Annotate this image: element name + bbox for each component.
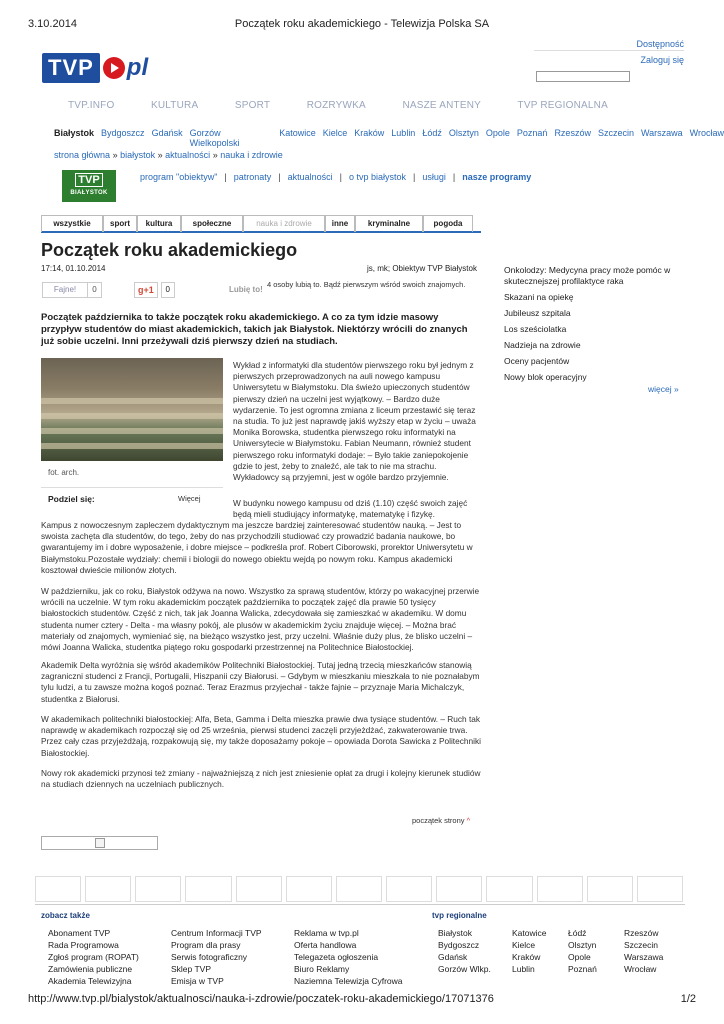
back-to-top-link[interactable]: [412, 816, 470, 825]
logo-text: TVP: [42, 53, 100, 83]
station-logo-city: BIAŁYSTOK: [70, 190, 108, 196]
related-article-link[interactable]: Onkolodzy: Medycyna pracy może pomóc w skutecznejszej profilaktyce raka: [504, 265, 671, 286]
back-to-top-label: początek strony: [412, 816, 465, 825]
station-separator: |: [339, 172, 343, 182]
footer-link[interactable]: Rada Programowa: [48, 940, 119, 950]
region-item[interactable]: Bydgoszcz: [101, 128, 145, 138]
footer-link[interactable]: Łódź: [568, 928, 587, 938]
footer-link[interactable]: Telegazeta ogłoszenia: [294, 952, 379, 962]
login-link[interactable]: Zaloguj się: [640, 55, 684, 65]
footer-link[interactable]: Zgłoś program (ROPAT): [48, 952, 139, 962]
nav-rozrywka[interactable]: ROZRYWKA: [306, 100, 366, 111]
regional-heading: tvp regionalne: [432, 911, 487, 920]
print-page-number: 1/2: [680, 993, 696, 1005]
footer-column: [512, 927, 547, 975]
breadcrumb-separator: »: [112, 150, 118, 160]
accessibility-link[interactable]: Dostępność: [636, 39, 684, 49]
region-item[interactable]: Lublin: [391, 128, 416, 138]
article-photo: [41, 358, 223, 461]
partner-slot[interactable]: [486, 876, 532, 902]
play-icon: [103, 57, 125, 79]
breadcrumb-item[interactable]: aktualności: [165, 150, 211, 160]
article-paragraph: Akademik Delta wyróżnia się wśród akademików Politechniki Białostockiej. Tutaj jedną trzecią mieszkańców stanowią zagraniczni studenci z Francji, Portugalii, Hiszpanii czy Białorusi. – Gdybym w mieszkaniu mieszkała to nie poznałabym tylu ludzi, a tu zawsze można kogoś poznać. Teraz Erazmus przyjechał - także fajnie – przyznaje Maria Michalczyk, studentka z Białorusi.: [41, 660, 480, 704]
station-separator: |: [452, 172, 456, 182]
footer-link[interactable]: Emisja w TVP: [171, 976, 224, 986]
like-button[interactable]: Lubię to!: [229, 285, 263, 294]
footer-link[interactable]: Kraków: [512, 952, 541, 962]
station-separator: |: [278, 172, 281, 182]
related-articles: [504, 265, 684, 388]
footer-link[interactable]: Kielce: [512, 940, 536, 950]
footer-column: [171, 927, 262, 987]
nav-sport[interactable]: SPORT: [234, 100, 271, 111]
breadcrumb-separator: »: [157, 150, 163, 160]
region-item[interactable]: Gdańsk: [151, 128, 183, 138]
partner-slot[interactable]: [436, 876, 482, 902]
tab-inne[interactable]: inne: [325, 215, 355, 232]
regions-nav: [54, 128, 724, 148]
region-item[interactable]: Warszawa: [640, 128, 683, 138]
station-link[interactable]: o tvp białystok: [349, 172, 407, 182]
station-nav: [140, 172, 531, 182]
article-authors: js, mk; Obiektyw TVP Białystok: [367, 264, 477, 273]
sidebar-more-link[interactable]: więcej »: [648, 384, 679, 394]
partner-slot[interactable]: [35, 876, 81, 902]
partner-slot[interactable]: [85, 876, 131, 902]
region-item[interactable]: Opole: [485, 128, 510, 138]
footer-column: [48, 927, 139, 987]
partner-slot[interactable]: [336, 876, 382, 902]
partner-slot[interactable]: [185, 876, 231, 902]
footer-link[interactable]: Białystok: [438, 928, 473, 938]
footer-link[interactable]: Poznań: [568, 964, 597, 974]
breadcrumb-item[interactable]: nauka i zdrowie: [220, 150, 283, 160]
gplus-share: [134, 282, 175, 298]
facebook-like-button[interactable]: [42, 282, 102, 298]
breadcrumb-item[interactable]: strona główna: [54, 150, 111, 160]
region-item[interactable]: Olsztyn: [448, 128, 479, 138]
station-link[interactable]: nasze programy: [462, 172, 532, 182]
station-logo-tvp: TVP: [75, 173, 102, 187]
footer-link[interactable]: Program dla prasy: [171, 940, 241, 950]
nav-tvp-info[interactable]: TVP.INFO: [68, 100, 115, 111]
article-title: Początek roku akademickiego: [41, 240, 298, 260]
tab-nauka-i-zdrowie[interactable]: nauka i zdrowie: [243, 215, 325, 232]
footer-link[interactable]: Zamówienia publiczne: [48, 964, 133, 974]
facebook-like-label: Fajne!: [53, 285, 77, 294]
footer-link[interactable]: Gorzów Wlkp.: [438, 964, 491, 974]
footer-link[interactable]: Serwis fotograficzny: [171, 952, 248, 962]
like-social-text: 4 osoby lubią to. Bądź pierwszym wśród swoich znajomych.: [267, 280, 466, 289]
region-item[interactable]: Gorzów Wielkopolski: [189, 128, 240, 148]
tab-kryminalne[interactable]: kryminalne: [355, 215, 423, 232]
gplus-button[interactable]: g+1: [134, 282, 158, 298]
tab-spoleczne[interactable]: społeczne: [181, 215, 243, 232]
station-separator: |: [224, 172, 227, 182]
station-link[interactable]: program "obiektyw": [140, 172, 218, 182]
footer-link[interactable]: Bydgoszcz: [438, 940, 480, 950]
footer-link[interactable]: Rzeszów: [624, 928, 659, 938]
main-nav: [68, 100, 608, 111]
footer-link[interactable]: Oferta handlowa: [294, 940, 357, 950]
broken-image-icon: [95, 838, 105, 848]
region-item[interactable]: Białystok: [54, 128, 95, 138]
logo-suffix: pl: [126, 54, 149, 81]
footer-link[interactable]: Wrocław: [624, 964, 657, 974]
arrow-up-icon: ^: [466, 816, 471, 825]
footer-link[interactable]: Sklep TVP: [171, 964, 212, 974]
banner-image[interactable]: [41, 836, 158, 850]
region-item[interactable]: Kraków: [354, 128, 385, 138]
related-article-link[interactable]: Nowy blok operacyjny: [504, 372, 587, 382]
region-item[interactable]: Kielce: [322, 128, 348, 138]
tvp-logo[interactable]: [42, 52, 148, 84]
footer-link[interactable]: Katowice: [512, 928, 547, 938]
region-item[interactable]: Poznań: [516, 128, 548, 138]
share-label: Podziel się:: [48, 494, 95, 504]
footer-link[interactable]: Warszawa: [624, 952, 664, 962]
footer-link[interactable]: Opole: [568, 952, 591, 962]
partner-slot[interactable]: [236, 876, 282, 902]
tab-kultura[interactable]: kultura: [137, 215, 181, 232]
print-date: 3.10.2014: [28, 18, 77, 30]
divider: [534, 50, 684, 51]
partner-logos: [35, 876, 683, 902]
footer-link[interactable]: Biuro Reklamy: [294, 964, 350, 974]
partner-slot[interactable]: [587, 876, 633, 902]
region-item[interactable]: Szczecin: [597, 128, 634, 138]
footer-link[interactable]: Szczecin: [624, 940, 659, 950]
partner-slot[interactable]: [637, 876, 683, 902]
region-item[interactable]: Łódź: [422, 128, 442, 138]
footer-column: [294, 927, 403, 987]
related-article-link[interactable]: Nadzieja na zdrowie: [504, 340, 581, 350]
footer-link[interactable]: Reklama w tvp.pl: [294, 928, 359, 938]
article-paragraph: Wykład z informatyki dla studentów pierwszego roku był jednym z pierwszych przeprowadzonych na auli nowego kampusu Uniwersytetu w Białymstoku. Dla świeżo upieczonych studentów pierwszy dzień na uczelni jest wyjątkowy. – Bardzo duże wydarzenie. To jest ogromna zmiana z liceum przestawić się teraz na studia. To już jest naprawdę jakiś wyższy etap w życiu – uważa Monika Borowska, studentka pierwszego roku informatyki na Uniwersytecie w Białymstoku. Fabian Neumann, również student pierwszego roku informatyki dodaje: – Było takie zaniepokojenie gdzie to jest, żeby to znaleźć, ale tak to nie ma strachu. Wykładowcy są przyjemni, jest w ogóle bardzo przyjemnie.: [233, 360, 476, 483]
print-title: Początek roku akademickiego - Telewizja Polska SA: [234, 18, 490, 30]
photo-caption: fot. arch.: [48, 468, 80, 477]
footer-column: [438, 927, 491, 975]
tab-pogoda[interactable]: pogoda: [423, 215, 473, 232]
station-logo[interactable]: [62, 170, 116, 202]
footer-link[interactable]: Lublin: [512, 964, 535, 974]
nav-kultura[interactable]: KULTURA: [150, 100, 199, 111]
gplus-count: 0: [161, 282, 175, 298]
partner-slot[interactable]: [286, 876, 332, 902]
facebook-like-count: 0: [87, 283, 101, 297]
footer-column: [624, 927, 663, 975]
station-separator: |: [413, 172, 416, 182]
article-date: 17:14, 01.10.2014: [41, 264, 106, 273]
article-paragraph: W akademikach politechniki białostockiej: Alfa, Beta, Gamma i Delta mieszka prawie dwa tysiące studentów. – Ruch tak naprawdę w akademikach rozpoczął się od 25 września, pierwsi studenci zaczęli przyjeżdżać, zakwaterowanie trwa. Przez cały czas przyjeżdżają, rozpakowują się, my także doposażamy pokoje – opowiada Dorota Sawicka z Politechniki Białostockiej.: [41, 714, 481, 758]
partner-slot[interactable]: [135, 876, 181, 902]
footer-link[interactable]: Gdańsk: [438, 952, 468, 962]
search-input[interactable]: [536, 71, 630, 82]
breadcrumb-separator: »: [212, 150, 218, 160]
footer-link[interactable]: Abonament TVP: [48, 928, 111, 938]
footer-link[interactable]: Centrum Informacji TVP: [171, 928, 262, 938]
region-item[interactable]: Rzeszów: [554, 128, 591, 138]
footer-column: [568, 927, 597, 975]
article-paragraph: Kampus z nowoczesnym zapleczem dydaktycznym ma jeszcze bardziej zainteresować studentów nauką. – Jest to swoista zachęta dla studentów, do tego, żeby do nas przychodzili studiować czy prowadzić badania naukowe, bo gwarantujemy im i dobre wyposażenie, i dobre miejsce – podkreśla prof. Robert Ciborowski, prorektor Uniwersytetu w Białymstoku.Pozostałe wydziały: chemii i biologii do nowego obiektu wejdą po nowym roku. Kampus akademicki kosztował dwieście milionów złotych.: [41, 520, 473, 575]
related-article-link[interactable]: Skazani na opiekę: [504, 292, 574, 302]
partner-slot[interactable]: [386, 876, 432, 902]
station-link[interactable]: aktualności: [287, 172, 333, 182]
divider: [35, 904, 685, 905]
article-lead: Początek października to także początek roku akademickiego. A co za tym idzie masowy przypływ studentów do miast akademickich, takich jak Białystok. Niektórzy wrócili do znanych już sobie uczelni. Inni przeżywali dziś pierwszy dzień na studiach.: [41, 312, 468, 347]
station-link[interactable]: patronaty: [233, 172, 272, 182]
article-paragraph: Nowy rok akademicki przynosi też zmiany - najważniejszą z nich jest zniesienie opłat za drugi i kolejny kierunek studiów na studiach dziennych na uczelniach publicznych.: [41, 768, 481, 790]
footer-link[interactable]: Olsztyn: [568, 940, 597, 950]
footer-link[interactable]: Naziemna Telewizja Cyfrowa: [294, 976, 403, 986]
breadcrumb: [54, 150, 283, 160]
tab-wszystkie[interactable]: wszystkie: [41, 215, 103, 232]
share-more-link[interactable]: Więcej: [178, 494, 201, 503]
print-url: http://www.tvp.pl/bialystok/aktualnosci/nauka-i-zdrowie/poczatek-roku-akademickiego/17071376: [28, 993, 494, 1005]
region-item[interactable]: Wrocław: [689, 128, 724, 138]
tab-sport[interactable]: sport: [103, 215, 137, 232]
nav-nasze-anteny[interactable]: NASZE ANTENY: [402, 100, 481, 111]
station-link[interactable]: usługi: [422, 172, 446, 182]
article-paragraph: W październiku, jak co roku, Białystok odżywa na nowo. Wszystko za sprawą studentów, którzy po wakacyjnej przerwie wrócili na uczelnie. W tym roku akademickim początek października to początek zajęć dla prawie 50 tysięcy białostockich studentów. Część z nich, tak jak Joanna Walicka, zdecydowała się zamieszkać w akademiku. W domu studenta numer cztery - Delta - ma własny pokój, ale plusów w akademickim życiu znajduje więcej. – Można brać materiały od znajomych, wymieniać się, na bieżąco wszystko jest, przy uczelni. Właśnie duży plus, że blisko uczelni – mówi Joanna Walicka, studentka piątego roku gospodarki przestrzennej na Politechnice Białostockiej.: [41, 586, 480, 653]
partner-slot[interactable]: [537, 876, 583, 902]
footer-link[interactable]: Akademia Telewizyjna: [48, 976, 132, 986]
breadcrumb-item[interactable]: białystok: [120, 150, 156, 160]
related-article-link[interactable]: Jubileusz szpitala: [504, 308, 571, 318]
article-paragraph: W budynku nowego kampusu od dziś (1.10) część swoich zajęć będą mieli studiujący informatykę, matematykę i fizykę.: [233, 498, 468, 520]
divider: [41, 487, 223, 488]
related-article-link[interactable]: Los sześciolatka: [504, 324, 567, 334]
related-article-link[interactable]: Oceny pacjentów: [504, 356, 570, 366]
nav-tvp-regionalna[interactable]: TVP REGIONALNA: [517, 100, 608, 111]
region-item[interactable]: Katowice: [279, 128, 316, 138]
see-also-heading: zobacz także: [41, 911, 90, 920]
category-tabs: [41, 215, 481, 233]
